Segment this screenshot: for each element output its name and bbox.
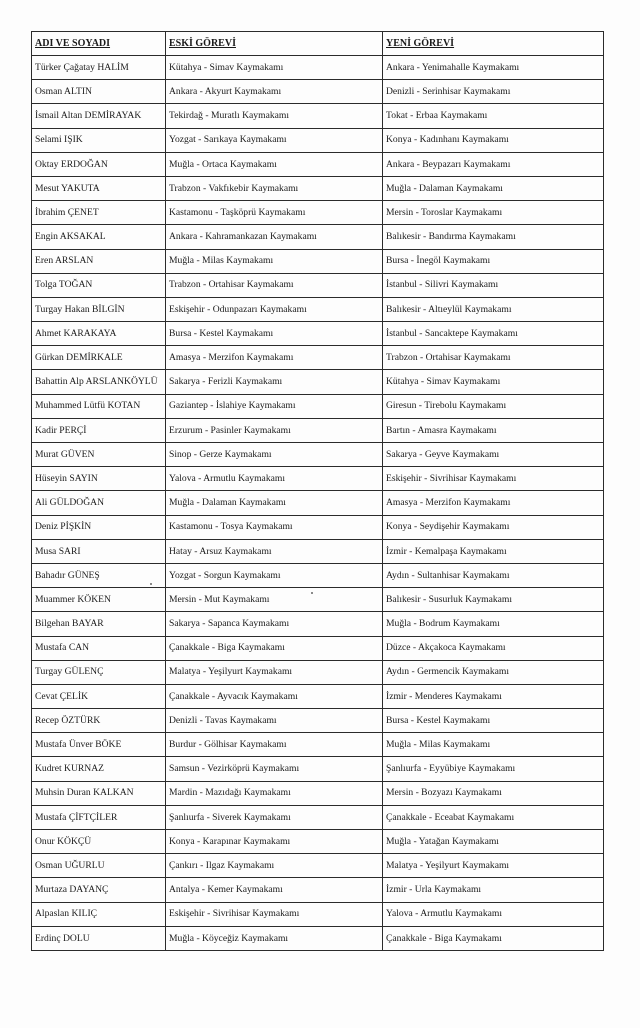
old-post-cell: Trabzon - Ortahisar Kaymakamı (166, 273, 383, 297)
new-post-cell: Ankara - Yenimahalle Kaymakamı (383, 56, 604, 80)
new-post-cell: Mersin - Bozyazı Kaymakamı (383, 781, 604, 805)
new-post-cell: İstanbul - Sancaktepe Kaymakamı (383, 322, 604, 346)
new-post-cell: Aydın - Germencik Kaymakamı (383, 660, 604, 684)
table-body (32, 56, 604, 951)
old-post-cell: Şanlıurfa - Siverek Kaymakamı (166, 805, 383, 829)
table-row (32, 201, 604, 225)
table-row (32, 781, 604, 805)
old-post-cell: Mersin - Mut Kaymakamı (166, 588, 383, 612)
name-cell: Mustafa Ünver BÖKE (32, 733, 166, 757)
new-post-cell: Konya - Seydişehir Kaymakamı (383, 515, 604, 539)
table-header (32, 32, 604, 56)
new-post-cell: İzmir - Menderes Kaymakamı (383, 684, 604, 708)
old-post-cell: Muğla - Köyceğiz Kaymakamı (166, 926, 383, 950)
new-post-cell: Muğla - Dalaman Kaymakamı (383, 176, 604, 200)
name-cell: Tolga TOĞAN (32, 273, 166, 297)
table-row (32, 902, 604, 926)
old-post-cell: Malatya - Yeşilyurt Kaymakamı (166, 660, 383, 684)
table-row (32, 612, 604, 636)
new-post-cell: Muğla - Yatağan Kaymakamı (383, 830, 604, 854)
new-post-cell: Eskişehir - Sivrihisar Kaymakamı (383, 467, 604, 491)
table-row (32, 830, 604, 854)
new-post-cell: Muğla - Bodrum Kaymakamı (383, 612, 604, 636)
table-row (32, 104, 604, 128)
name-cell: Turgay GÜLENÇ (32, 660, 166, 684)
new-post-cell: İzmir - Kemalpaşa Kaymakamı (383, 539, 604, 563)
table-row (32, 80, 604, 104)
name-cell: Hüseyin SAYIN (32, 467, 166, 491)
old-post-cell: Muğla - Ortaca Kaymakamı (166, 152, 383, 176)
table-row (32, 225, 604, 249)
name-cell: Muhammed Lütfü KOTAN (32, 394, 166, 418)
table-row (32, 370, 604, 394)
old-post-cell: Muğla - Dalaman Kaymakamı (166, 491, 383, 515)
old-post-cell: Yozgat - Sorgun Kaymakamı (166, 563, 383, 587)
old-post-cell: Eskişehir - Odunpazarı Kaymakamı (166, 297, 383, 321)
name-cell: Bahattin Alp ARSLANKÖYLÜ (32, 370, 166, 394)
table-row (32, 733, 604, 757)
old-post-cell: Çanakkale - Biga Kaymakamı (166, 636, 383, 660)
name-cell: Kudret KURNAZ (32, 757, 166, 781)
new-post-cell: İzmir - Urla Kaymakamı (383, 878, 604, 902)
new-post-cell: Bursa - İnegöl Kaymakamı (383, 249, 604, 273)
name-cell: Erdinç DOLU (32, 926, 166, 950)
name-cell: Alpaslan KILIÇ (32, 902, 166, 926)
name-cell: Eren ARSLAN (32, 249, 166, 273)
table-row (32, 805, 604, 829)
table-row (32, 491, 604, 515)
old-post-cell: Yalova - Armutlu Kaymakamı (166, 467, 383, 491)
old-post-cell: Erzurum - Pasinler Kaymakamı (166, 418, 383, 442)
table-row (32, 926, 604, 950)
header-old-post: ESKİ GÖREVİ (166, 32, 383, 56)
name-cell: Bilgehan BAYAR (32, 612, 166, 636)
old-post-cell: Burdur - Gölhisar Kaymakamı (166, 733, 383, 757)
table-row (32, 176, 604, 200)
new-post-cell: Bursa - Kestel Kaymakamı (383, 709, 604, 733)
new-post-cell: Yalova - Armutlu Kaymakamı (383, 902, 604, 926)
table-row (32, 684, 604, 708)
old-post-cell: Tekirdağ - Muratlı Kaymakamı (166, 104, 383, 128)
name-cell: Ali GÜLDOĞAN (32, 491, 166, 515)
old-post-cell: Çanakkale - Ayvacık Kaymakamı (166, 684, 383, 708)
name-cell: Türker Çağatay HALİM (32, 56, 166, 80)
name-cell: Bahadır GÜNEŞ (32, 563, 166, 587)
new-post-cell: Bartın - Amasra Kaymakamı (383, 418, 604, 442)
old-post-cell: Trabzon - Vakfıkebir Kaymakamı (166, 176, 383, 200)
new-post-cell: Balıkesir - Bandırma Kaymakamı (383, 225, 604, 249)
name-cell: Osman ALTIN (32, 80, 166, 104)
new-post-cell: Malatya - Yeşilyurt Kaymakamı (383, 854, 604, 878)
old-post-cell: Çankırı - Ilgaz Kaymakamı (166, 854, 383, 878)
new-post-cell: Amasya - Merzifon Kaymakamı (383, 491, 604, 515)
old-post-cell: Kütahya - Simav Kaymakamı (166, 56, 383, 80)
table-row (32, 443, 604, 467)
old-post-cell: Kastamonu - Tosya Kaymakamı (166, 515, 383, 539)
new-post-cell: İstanbul - Silivri Kaymakamı (383, 273, 604, 297)
new-post-cell: Çanakkale - Biga Kaymakamı (383, 926, 604, 950)
name-cell: Recep ÖZTÜRK (32, 709, 166, 733)
old-post-cell: Yozgat - Sarıkaya Kaymakamı (166, 128, 383, 152)
header-name: ADI VE SOYADI (32, 32, 166, 56)
name-cell: Deniz PİŞKİN (32, 515, 166, 539)
old-post-cell: Gaziantep - İslahiye Kaymakamı (166, 394, 383, 418)
old-post-cell: Muğla - Milas Kaymakamı (166, 249, 383, 273)
name-cell: Murtaza DAYANÇ (32, 878, 166, 902)
new-post-cell: Denizli - Serinhisar Kaymakamı (383, 80, 604, 104)
table-row (32, 660, 604, 684)
table-row (32, 563, 604, 587)
name-cell: Muammer KÖKEN (32, 588, 166, 612)
name-cell: Kadir PERÇİ (32, 418, 166, 442)
old-post-cell: Mardin - Mazıdağı Kaymakamı (166, 781, 383, 805)
new-post-cell: Muğla - Milas Kaymakamı (383, 733, 604, 757)
old-post-cell: Samsun - Vezirköprü Kaymakamı (166, 757, 383, 781)
table-row (32, 273, 604, 297)
name-cell: İbrahim ÇENET (32, 201, 166, 225)
old-post-cell: Sakarya - Ferizli Kaymakamı (166, 370, 383, 394)
new-post-cell: Trabzon - Ortahisar Kaymakamı (383, 346, 604, 370)
old-post-cell: Sakarya - Sapanca Kaymakamı (166, 612, 383, 636)
name-cell: Onur KÖKÇÜ (32, 830, 166, 854)
appointments-table (31, 31, 604, 951)
name-cell: Selami IŞIK (32, 128, 166, 152)
new-post-cell: Çanakkale - Eceabat Kaymakamı (383, 805, 604, 829)
name-cell: Mustafa CAN (32, 636, 166, 660)
name-cell: Mesut YAKUTA (32, 176, 166, 200)
table-row (32, 878, 604, 902)
table-row (32, 467, 604, 491)
new-post-cell: Balıkesir - Altıeylül Kaymakamı (383, 297, 604, 321)
name-cell: Gürkan DEMİRKALE (32, 346, 166, 370)
table-row (32, 757, 604, 781)
table-row (32, 56, 604, 80)
name-cell: Murat GÜVEN (32, 443, 166, 467)
old-post-cell: Denizli - Tavas Kaymakamı (166, 709, 383, 733)
old-post-cell: Kastamonu - Taşköprü Kaymakamı (166, 201, 383, 225)
table-row (32, 709, 604, 733)
new-post-cell: Ankara - Beypazarı Kaymakamı (383, 152, 604, 176)
new-post-cell: Sakarya - Geyve Kaymakamı (383, 443, 604, 467)
name-cell: Engin AKSAKAL (32, 225, 166, 249)
name-cell: Muhsin Duran KALKAN (32, 781, 166, 805)
name-cell: Osman UĞURLU (32, 854, 166, 878)
name-cell: Ahmet KARAKAYA (32, 322, 166, 346)
new-post-cell: Kütahya - Simav Kaymakamı (383, 370, 604, 394)
name-cell: Mustafa ÇİFTÇİLER (32, 805, 166, 829)
name-cell: Cevat ÇELİK (32, 684, 166, 708)
old-post-cell: Antalya - Kemer Kaymakamı (166, 878, 383, 902)
new-post-cell: Tokat - Erbaa Kaymakamı (383, 104, 604, 128)
table-row (32, 588, 604, 612)
new-post-cell: Konya - Kadınhanı Kaymakamı (383, 128, 604, 152)
table-row (32, 346, 604, 370)
old-post-cell: Hatay - Arsuz Kaymakamı (166, 539, 383, 563)
table-row (32, 854, 604, 878)
table-row (32, 297, 604, 321)
new-post-cell: Giresun - Tirebolu Kaymakamı (383, 394, 604, 418)
new-post-cell: Düzce - Akçakoca Kaymakamı (383, 636, 604, 660)
name-cell: Oktay ERDOĞAN (32, 152, 166, 176)
old-post-cell: Konya - Karapınar Kaymakamı (166, 830, 383, 854)
table-row (32, 418, 604, 442)
new-post-cell: Aydın - Sultanhisar Kaymakamı (383, 563, 604, 587)
name-cell: Turgay Hakan BİLGİN (32, 297, 166, 321)
table-row (32, 128, 604, 152)
table-row (32, 322, 604, 346)
name-cell: Musa SARI (32, 539, 166, 563)
new-post-cell: Mersin - Toroslar Kaymakamı (383, 201, 604, 225)
table-row (32, 249, 604, 273)
table-row (32, 152, 604, 176)
table-row (32, 539, 604, 563)
new-post-cell: Balıkesir - Susurluk Kaymakamı (383, 588, 604, 612)
old-post-cell: Eskişehir - Sivrihisar Kaymakamı (166, 902, 383, 926)
old-post-cell: Sinop - Gerze Kaymakamı (166, 443, 383, 467)
new-post-cell: Şanlıurfa - Eyyübiye Kaymakamı (383, 757, 604, 781)
header-row (32, 32, 604, 56)
table-row (32, 394, 604, 418)
scan-speck (150, 583, 152, 585)
table-row (32, 515, 604, 539)
table-row (32, 636, 604, 660)
old-post-cell: Ankara - Akyurt Kaymakamı (166, 80, 383, 104)
old-post-cell: Amasya - Merzifon Kaymakamı (166, 346, 383, 370)
old-post-cell: Bursa - Kestel Kaymakamı (166, 322, 383, 346)
name-cell: İsmail Altan DEMİRAYAK (32, 104, 166, 128)
header-new-post: YENİ GÖREVİ (383, 32, 604, 56)
scan-speck (311, 592, 313, 594)
old-post-cell: Ankara - Kahramankazan Kaymakamı (166, 225, 383, 249)
